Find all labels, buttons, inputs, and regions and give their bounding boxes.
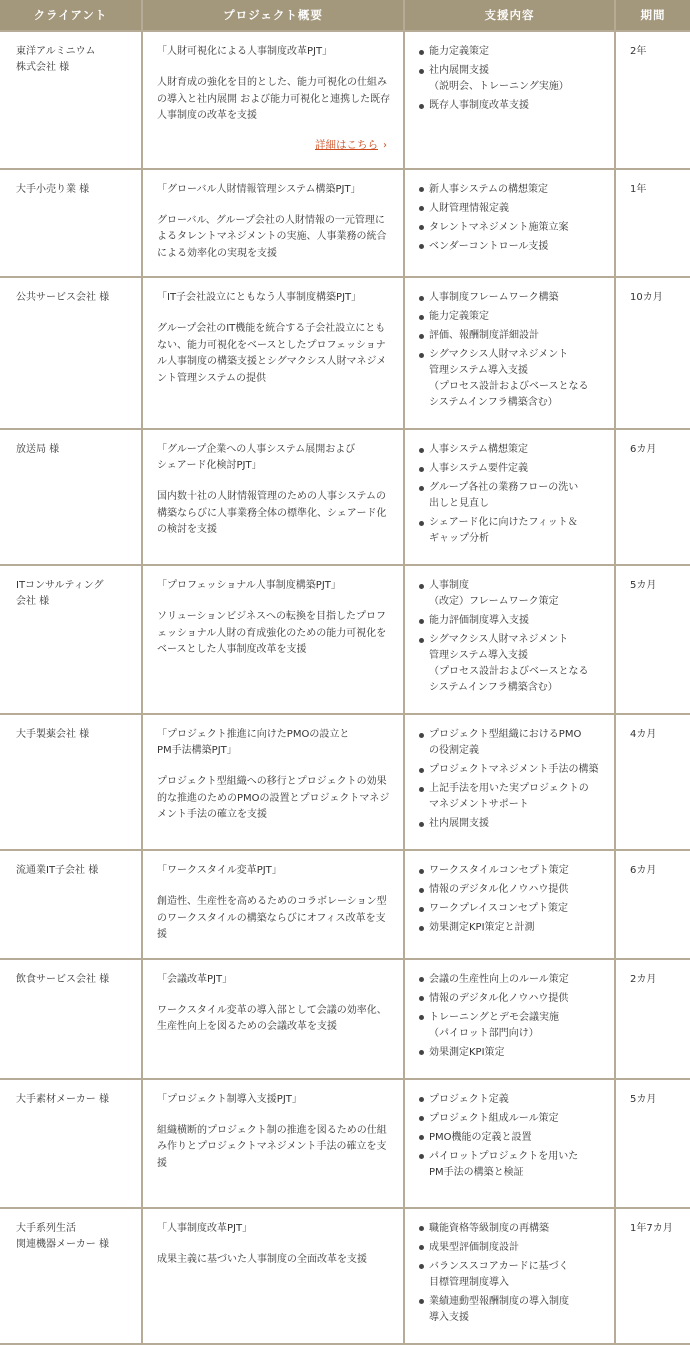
project-description: ワークスタイル変革の導入部として会議の効率化、生産性向上を図るための会議改革を支援	[157, 1004, 387, 1032]
support-cell	[405, 851, 616, 960]
list-item-label: プロジェクト型組織におけるPMO の役割定義	[429, 729, 582, 756]
list-item-label: 業績連動型報酬制度の導入制度 導入支援	[429, 1295, 569, 1323]
list-item-label: 評価、報酬制度詳細設計	[429, 330, 539, 341]
bullet-icon	[419, 1116, 424, 1121]
support-cell	[405, 430, 616, 566]
support-list	[419, 972, 604, 1061]
project-title: 「グローバル人財情報管理システム構築PJT」	[157, 183, 361, 195]
list-item-label: 情報のデジタル化ノウハウ提供	[429, 992, 569, 1004]
list-item-label: シェアード化に向けたフィット＆ ギャップ分析	[429, 517, 578, 544]
list-item-label: 人事システム構想策定	[429, 444, 528, 455]
period-cell: 4カ月	[616, 715, 690, 851]
bullet-icon	[419, 1264, 424, 1269]
support-cell	[405, 1080, 616, 1209]
header-client: クライアント	[0, 0, 143, 32]
list-item-label: バランススコアカードに基づく 目標管理制度導入	[429, 1260, 569, 1288]
bullet-icon	[419, 1097, 424, 1102]
client-cell: ITコンサルティング 会社 様	[0, 566, 143, 715]
list-item-label: パイロットプロジェクトを用いた PM手法の構築と検証	[429, 1150, 579, 1178]
project-cell	[143, 566, 405, 715]
table-row	[0, 715, 690, 851]
header-period: 期間	[616, 0, 690, 32]
list-item	[419, 1259, 604, 1291]
support-list	[419, 578, 604, 696]
list-item-label: 人事制度フレームワーク構築	[429, 292, 559, 303]
list-item	[419, 578, 604, 610]
list-item-label: PMO機能の定義と設置	[429, 1131, 532, 1143]
header-support-content: 支援内容	[405, 0, 616, 32]
list-item	[419, 290, 604, 306]
table-row	[0, 566, 690, 715]
list-item	[419, 239, 604, 255]
client-cell: 大手製薬会社 様	[0, 715, 143, 851]
list-item	[419, 991, 604, 1007]
list-item-label: グループ各社の業務フローの洗い 出しと見直し	[429, 482, 579, 509]
support-list	[419, 1092, 604, 1181]
project-cell	[143, 32, 405, 170]
list-item-label: プロジェクト組成ルール策定	[429, 1112, 559, 1124]
table-row	[0, 32, 690, 170]
list-item	[419, 1294, 604, 1326]
project-title: 「会議改革PJT」	[157, 973, 233, 985]
bullet-icon	[419, 334, 424, 339]
client-cell: 流通業IT子会社 様	[0, 851, 143, 960]
list-item-label: 効果測定KPI策定	[429, 1046, 505, 1058]
list-item-label: シグマクシス人財マネジメント 管理システム導入支援 （プロセス設計およびベースとなる システムインフラ構築含む）	[429, 349, 589, 408]
bullet-icon	[419, 926, 424, 931]
bullet-icon	[419, 448, 424, 453]
list-item	[419, 44, 604, 60]
list-item	[419, 1092, 604, 1108]
support-cell	[405, 32, 616, 170]
list-item	[419, 220, 604, 236]
list-item	[419, 98, 604, 114]
support-list	[419, 863, 604, 936]
support-cell	[405, 278, 616, 430]
list-item-label: タレントマネジメント施策立案	[429, 221, 569, 233]
bullet-icon	[419, 50, 424, 55]
project-description: プロジェクト型組織への移行とプロジェクトの効果的な推進のためのPMOの設置とプロジェクトマネジメント手法の確立を支援	[157, 776, 390, 820]
bullet-icon	[419, 1245, 424, 1250]
period-cell: 5カ月	[616, 566, 690, 715]
list-item	[419, 1111, 604, 1127]
bullet-icon	[419, 467, 424, 472]
period-cell: 1年7カ月	[616, 1209, 690, 1345]
detail-link[interactable]: 詳細はこちら	[315, 138, 378, 151]
table-row	[0, 430, 690, 566]
list-item	[419, 347, 604, 411]
table-row	[0, 960, 690, 1080]
project-cell	[143, 1209, 405, 1345]
bullet-icon	[419, 768, 424, 773]
period-cell: 10カ月	[616, 278, 690, 430]
client-cell: 大手小売り業 様	[0, 170, 143, 279]
list-item-label: 成果型評価制度設計	[429, 1241, 519, 1253]
support-cell	[405, 715, 616, 851]
project-cell	[143, 430, 405, 566]
list-item	[419, 63, 604, 95]
client-cell: 公共サービス会社 様	[0, 278, 143, 430]
list-item	[419, 727, 604, 759]
project-cell	[143, 960, 405, 1080]
list-item-label: プロジェクト定義	[429, 1093, 509, 1105]
list-item-label: 上記手法を用いた実プロジェクトの マネジメントサポート	[429, 783, 589, 810]
table-row	[0, 1209, 690, 1345]
list-item	[419, 901, 604, 917]
list-item-label: ベンダーコントロール支援	[429, 240, 549, 252]
bullet-icon	[419, 977, 424, 982]
project-description: グループ会社のIT機能を統合する子会社設立にともない、能力可視化をベースとしたプロフェッショナル人事制度の構築支援とシグマクシス人財マネジメント管理システムの提供	[157, 323, 387, 384]
project-description: 成果主義に基づいた人事制度の全面改革を支援	[157, 1253, 367, 1265]
project-title: 「人事制度改革PJT」	[157, 1222, 253, 1234]
period-cell: 6カ月	[616, 851, 690, 960]
period-cell: 2カ月	[616, 960, 690, 1080]
project-title: 「プロフェッショナル人事制度構築PJT」	[157, 580, 341, 591]
support-list	[419, 727, 604, 832]
project-title: 「プロジェクト制導入支援PJT」	[157, 1093, 302, 1105]
list-item	[419, 632, 604, 696]
list-item	[419, 1045, 604, 1061]
period-cell: 1年	[616, 170, 690, 279]
bullet-icon	[419, 353, 424, 358]
bullet-icon	[419, 996, 424, 1001]
period-cell: 6カ月	[616, 430, 690, 566]
list-item-label: 人事システム要件定義	[429, 463, 528, 474]
list-item	[419, 328, 604, 344]
list-item	[419, 182, 604, 198]
list-item-label: 既存人事制度改革支援	[429, 100, 529, 111]
bullet-icon	[419, 869, 424, 874]
project-description: 人財育成の強化を目的とした、能力可視化の仕組みの導入と社内展開 および能力可視化と連携した既存 人事制度の改革を支援	[157, 77, 391, 121]
table-row	[0, 170, 690, 279]
bullet-icon	[419, 1226, 424, 1231]
period-cell: 2年	[616, 32, 690, 170]
bullet-icon	[419, 619, 424, 624]
bullet-icon	[419, 1135, 424, 1140]
header-project-overview: プロジェクト概要	[143, 0, 405, 32]
table-row	[0, 278, 690, 430]
list-item	[419, 882, 604, 898]
bullet-icon	[419, 521, 424, 526]
bullet-icon	[419, 244, 424, 249]
bullet-icon	[419, 888, 424, 893]
bullet-icon	[419, 584, 424, 589]
list-item-label: 会議の生産性向上のルール策定	[429, 973, 569, 985]
list-item	[419, 863, 604, 879]
bullet-icon	[419, 638, 424, 643]
list-item-label: シグマクシス人財マネジメント 管理システム導入支援 （プロセス設計およびベースとなる システムインフラ構築含む）	[429, 634, 589, 693]
list-item	[419, 515, 604, 547]
list-item	[419, 613, 604, 629]
project-title: 「IT子会社設立にともなう人事制度構築PJT」	[157, 292, 362, 303]
client-cell: 大手系列生活 関連機器メーカー 様	[0, 1209, 143, 1345]
list-item	[419, 1221, 604, 1237]
list-item	[419, 1130, 604, 1146]
bullet-icon	[419, 225, 424, 230]
list-item-label: 新人事システムの構想策定	[429, 183, 548, 195]
project-title: 「グループ企業への人事システム展開および シェアード化検討PJT」	[157, 444, 356, 471]
chevron-right-icon[interactable]: ›	[383, 139, 387, 151]
bullet-icon	[419, 1015, 424, 1020]
list-item-label: 情報のデジタル化ノウハウ提供	[429, 884, 569, 895]
bullet-icon	[419, 1299, 424, 1304]
list-item-label: 人事制度 （改定）フレームワーク策定	[429, 580, 559, 607]
bullet-icon	[419, 787, 424, 792]
project-description: 国内数十社の人財情報管理のための人事システムの構築ならびに人事業務全体の標準化、シェアード化の検討を支援	[157, 491, 387, 535]
support-list	[419, 44, 604, 114]
table-header-row	[0, 0, 690, 32]
project-description: グローバル、グループ会社の人財情報の一元管理によるタレントマネジメントの実施、人事業務の統合による効率化の実現を支援	[157, 214, 387, 259]
bullet-icon	[419, 822, 424, 827]
support-cell	[405, 1209, 616, 1345]
list-item-label: 社内展開支援 （説明会、トレーニング実施）	[429, 65, 569, 92]
list-item-label: 能力定義策定	[429, 311, 489, 322]
list-item-label: プロジェクトマネジメント手法の構築	[429, 764, 599, 775]
support-list	[419, 290, 604, 411]
project-title: 「プロジェクト推進に向けたPMOの設立と PM手法構築PJT」	[157, 729, 350, 756]
project-title: 「人財可視化による人事制度改革PJT」	[157, 46, 333, 57]
support-list	[419, 1221, 604, 1326]
project-cell	[143, 1080, 405, 1209]
list-item-label: 効果測定KPI策定と計測	[429, 922, 535, 933]
project-title: 「ワークスタイル変革PJT」	[157, 865, 282, 876]
table-row	[0, 1080, 690, 1209]
list-item-label: 社内展開支援	[429, 818, 489, 829]
bullet-icon	[419, 1154, 424, 1159]
bullet-icon	[419, 69, 424, 74]
project-description: 組織横断的プロジェクト制の推進を図るための仕組み作りとプロジェクトマネジメント手法の確立を支援	[157, 1124, 387, 1169]
list-item	[419, 480, 604, 512]
list-item-label: 能力評価制度導入支援	[429, 615, 529, 626]
list-item	[419, 816, 604, 832]
bullet-icon	[419, 296, 424, 301]
bullet-icon	[419, 486, 424, 491]
list-item-label: 能力定義策定	[429, 46, 489, 57]
detail-link-container	[157, 137, 393, 154]
project-cell	[143, 170, 405, 279]
list-item	[419, 1240, 604, 1256]
list-item-label: ワークスタイルコンセプト策定	[429, 865, 569, 876]
project-cell	[143, 278, 405, 430]
support-list	[419, 442, 604, 547]
client-cell: 東洋アルミニウム 株式会社 様	[0, 32, 143, 170]
period-cell: 5カ月	[616, 1080, 690, 1209]
list-item-label: 人財管理情報定義	[429, 202, 509, 214]
support-list	[419, 182, 604, 255]
list-item-label: ワークプレイスコンセプト策定	[429, 903, 568, 914]
client-cell: 放送局 様	[0, 430, 143, 566]
support-cell	[405, 566, 616, 715]
list-item	[419, 309, 604, 325]
table-row	[0, 851, 690, 960]
list-item	[419, 442, 604, 458]
list-item	[419, 461, 604, 477]
bullet-icon	[419, 104, 424, 109]
project-cell	[143, 851, 405, 960]
project-cell	[143, 715, 405, 851]
list-item	[419, 1149, 604, 1181]
bullet-icon	[419, 907, 424, 912]
bullet-icon	[419, 733, 424, 738]
support-cell	[405, 960, 616, 1080]
list-item	[419, 920, 604, 936]
bullet-icon	[419, 187, 424, 192]
list-item	[419, 1010, 604, 1042]
list-item	[419, 972, 604, 988]
list-item	[419, 201, 604, 217]
bullet-icon	[419, 315, 424, 320]
list-item	[419, 762, 604, 778]
bullet-icon	[419, 1050, 424, 1055]
list-item	[419, 781, 604, 813]
bullet-icon	[419, 206, 424, 211]
project-description: 創造性、生産性を高めるためのコラボレーション型のワークスタイルの構築ならびにオフィス改革を支援	[157, 896, 387, 940]
project-description: ソリューションビジネスへの転換を目指したプロフェッショナル人財の育成強化のための能力可視化をベースとした人事制度改革を支援	[157, 611, 387, 655]
list-item-label: トレーニングとデモ会議実施 （パイロット部門向け）	[429, 1011, 559, 1039]
list-item-label: 職能資格等級制度の再構築	[429, 1222, 549, 1234]
client-cell: 飲食サービス会社 様	[0, 960, 143, 1080]
client-cell: 大手素材メーカー 様	[0, 1080, 143, 1209]
support-cell	[405, 170, 616, 279]
